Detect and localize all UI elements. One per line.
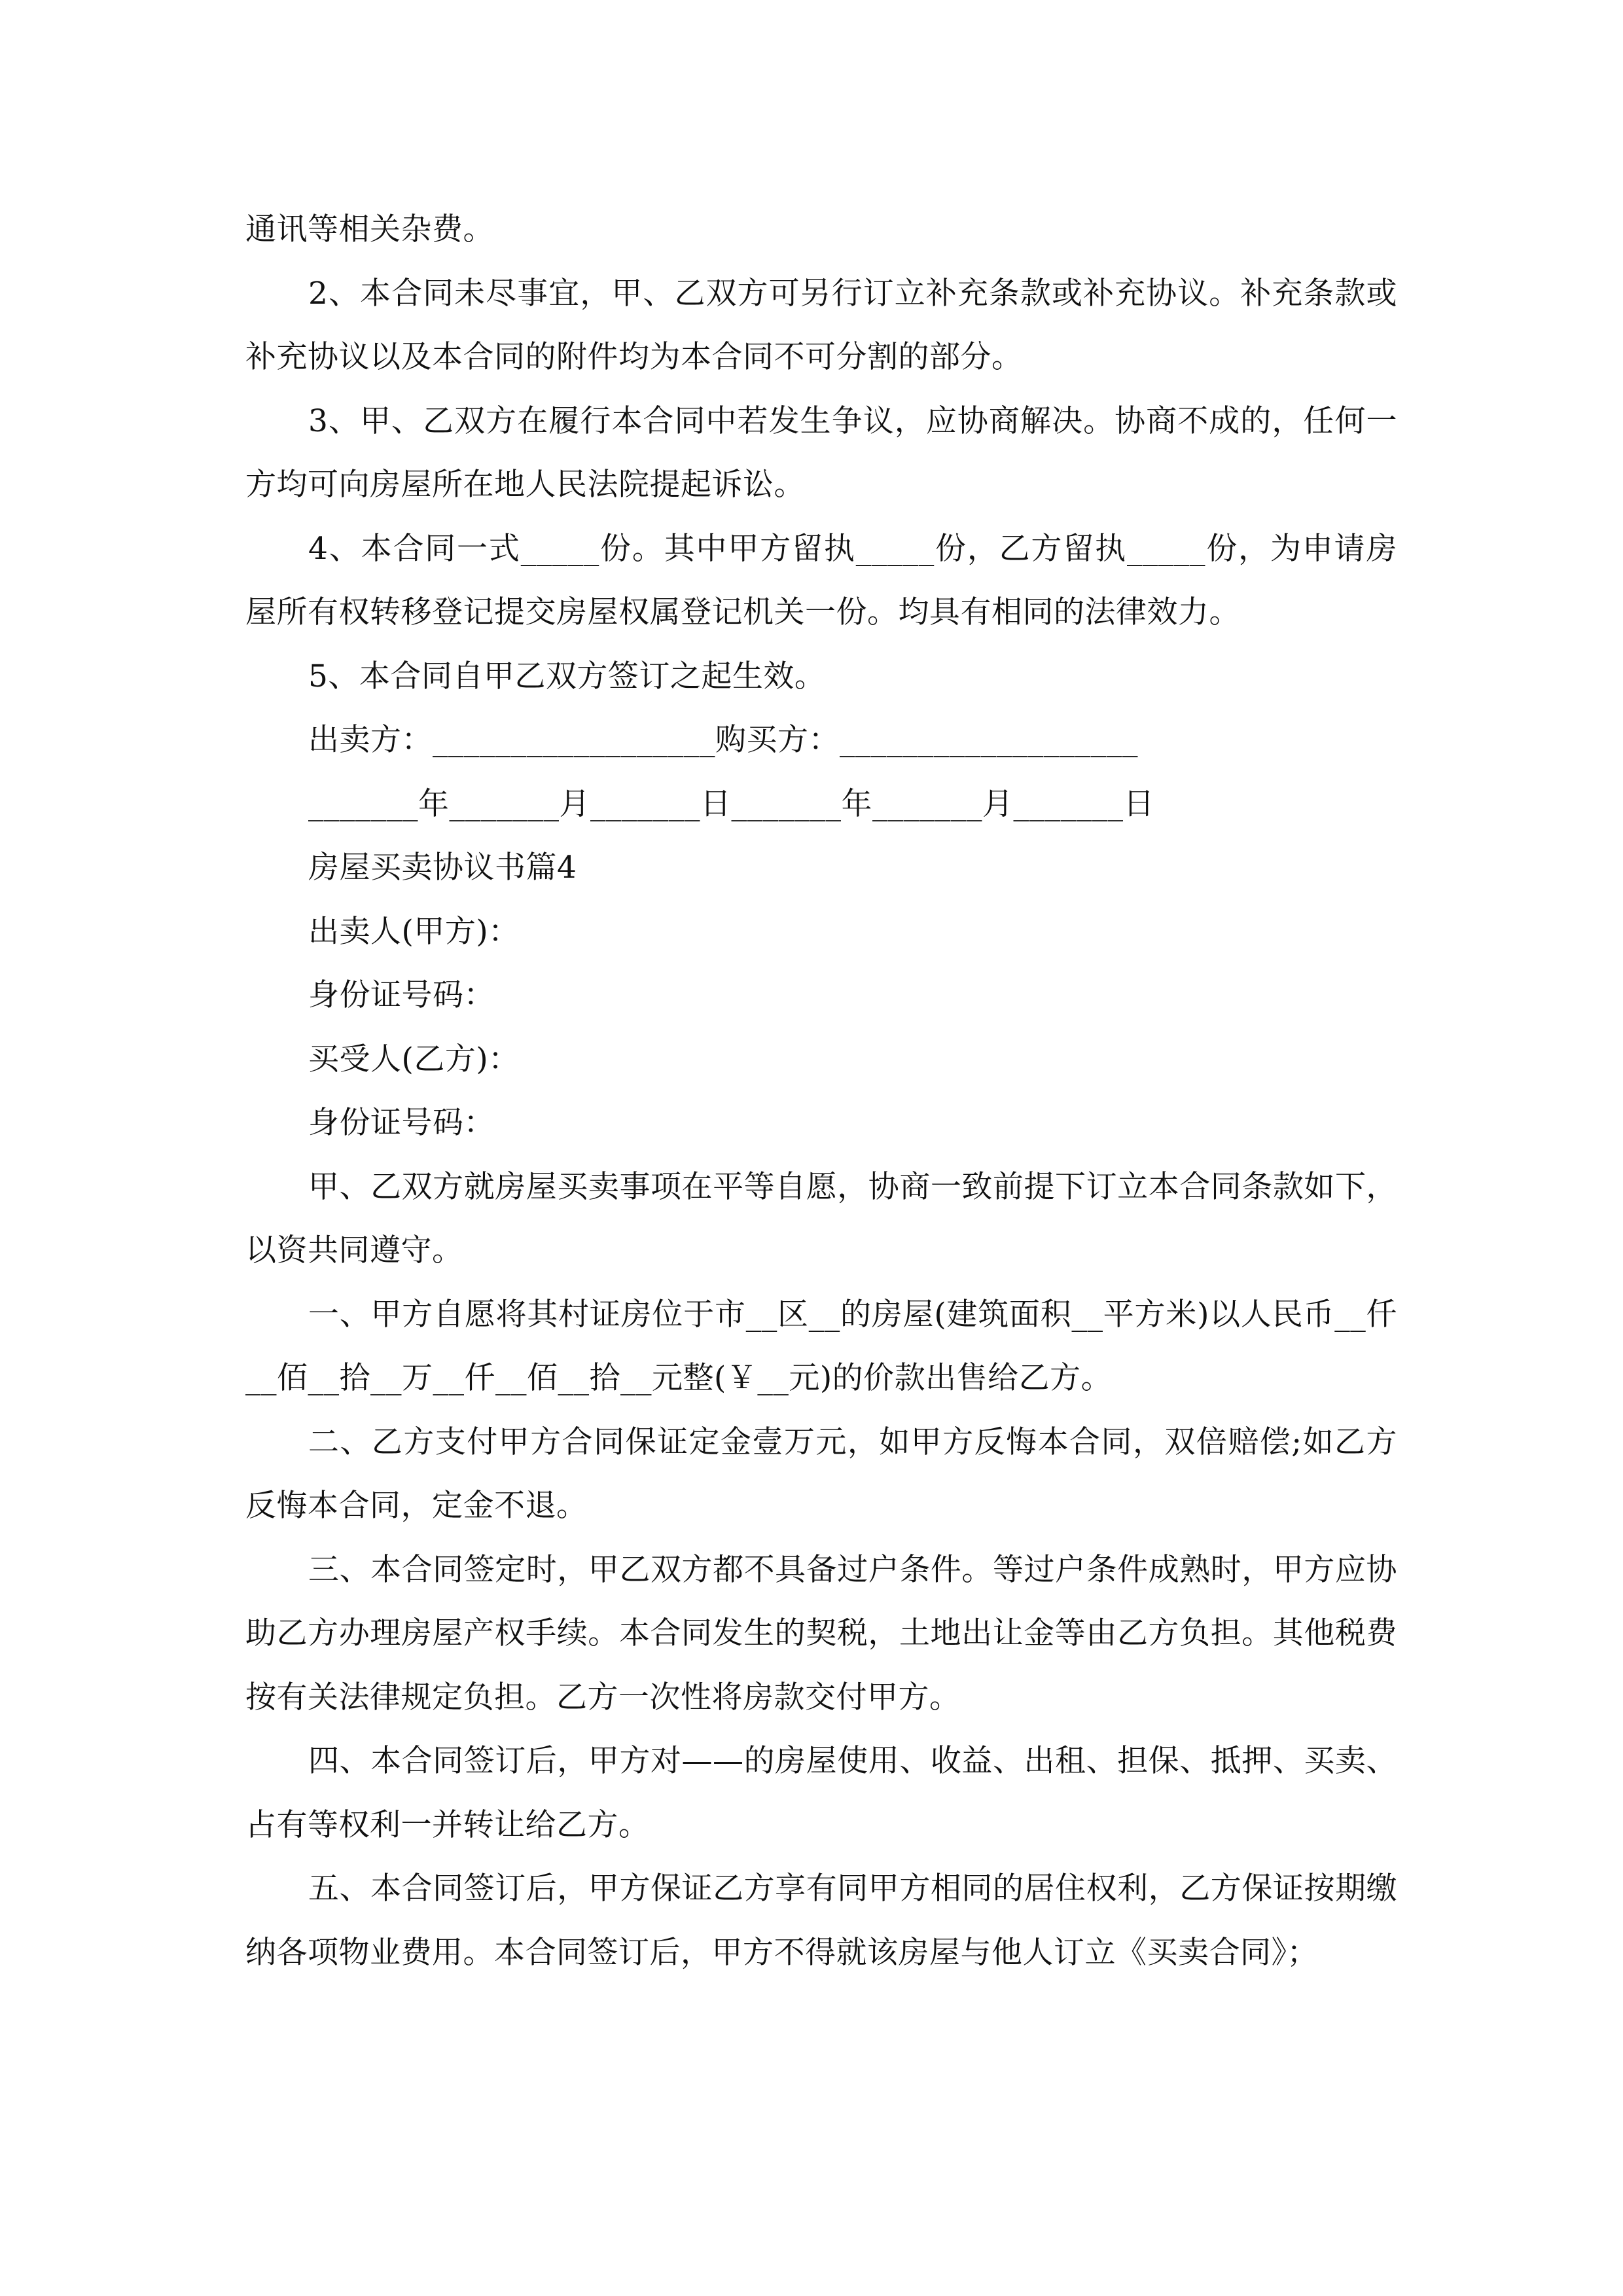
paragraph: 3、甲、乙双方在履行本合同中若发生争议，应协商解决。协商不成的，任何一方均可向房屋所在地人民法院提起诉讼。 bbox=[245, 403, 1397, 503]
clause-3: 三、本合同签定时，甲乙双方都不具备过户条件。等过户条件成熟时，甲方应协助乙方办理房屋产权手续。本合同发生的契税，土地出让金等由乙方负担。其他税费按有关法律规定负担。乙方一次性将房款交付甲方。 bbox=[245, 1551, 1397, 1715]
signature-dates: _______年_______月_______日_______年_______月_______日 bbox=[308, 785, 1154, 822]
signature-parties: 出卖方：__________________购买方：___________________ bbox=[308, 722, 1138, 758]
paragraph: 5、本合同自甲乙双方签订之起生效。 bbox=[308, 658, 826, 694]
paragraph: 4、本合同一式_____份。其中甲方留执_____份，乙方留执_____份，为申请房屋所有权转移登记提交房屋权属登记机关一份。均具有相同的法律效力。 bbox=[245, 530, 1397, 630]
paragraph: 甲、乙双方就房屋买卖事项在平等自愿，协商一致前提下订立本合同条款如下，以资共同遵守。 bbox=[245, 1168, 1397, 1268]
field-buyer-id: 身份证号码： bbox=[308, 1105, 495, 1141]
clause-2: 二、乙方支付甲方合同保证定金壹万元，如甲方反悔本合同，双倍赔偿;如乙方反悔本合同，定金不退。 bbox=[245, 1424, 1397, 1524]
clause-1: 一、甲方自愿将其村证房位于市__区__的房屋(建筑面积__平方米)以人民币__仟__佰__拾__万__仟__佰__拾__元整(￥__元)的价款出售给乙方。 bbox=[245, 1296, 1397, 1396]
field-seller-id: 身份证号码： bbox=[308, 977, 495, 1013]
document-page bbox=[245, 198, 1397, 1984]
field-buyer: 买受人(乙方)： bbox=[308, 1041, 520, 1077]
field-seller: 出卖人(甲方)： bbox=[308, 913, 520, 950]
section-title: 房屋买卖协议书篇4 bbox=[308, 850, 577, 886]
clause-4: 四、本合同签订后，甲方对——的房屋使用、收益、出租、担保、抵押、买卖、占有等权利一并转让给乙方。 bbox=[245, 1743, 1397, 1843]
paragraph: 通讯等相关杂费。 bbox=[245, 211, 494, 247]
paragraph: 2、本合同未尽事宜，甲、乙双方可另行订立补充条款或补充协议。补充条款或补充协议以及本合同的附件均为本合同不可分割的部分。 bbox=[245, 275, 1397, 375]
clause-5: 五、本合同签订后，甲方保证乙方享有同甲方相同的居住权利，乙方保证按期缴纳各项物业费用。本合同签订后，甲方不得就该房屋与他人订立《买卖合同》； bbox=[245, 1871, 1397, 1971]
